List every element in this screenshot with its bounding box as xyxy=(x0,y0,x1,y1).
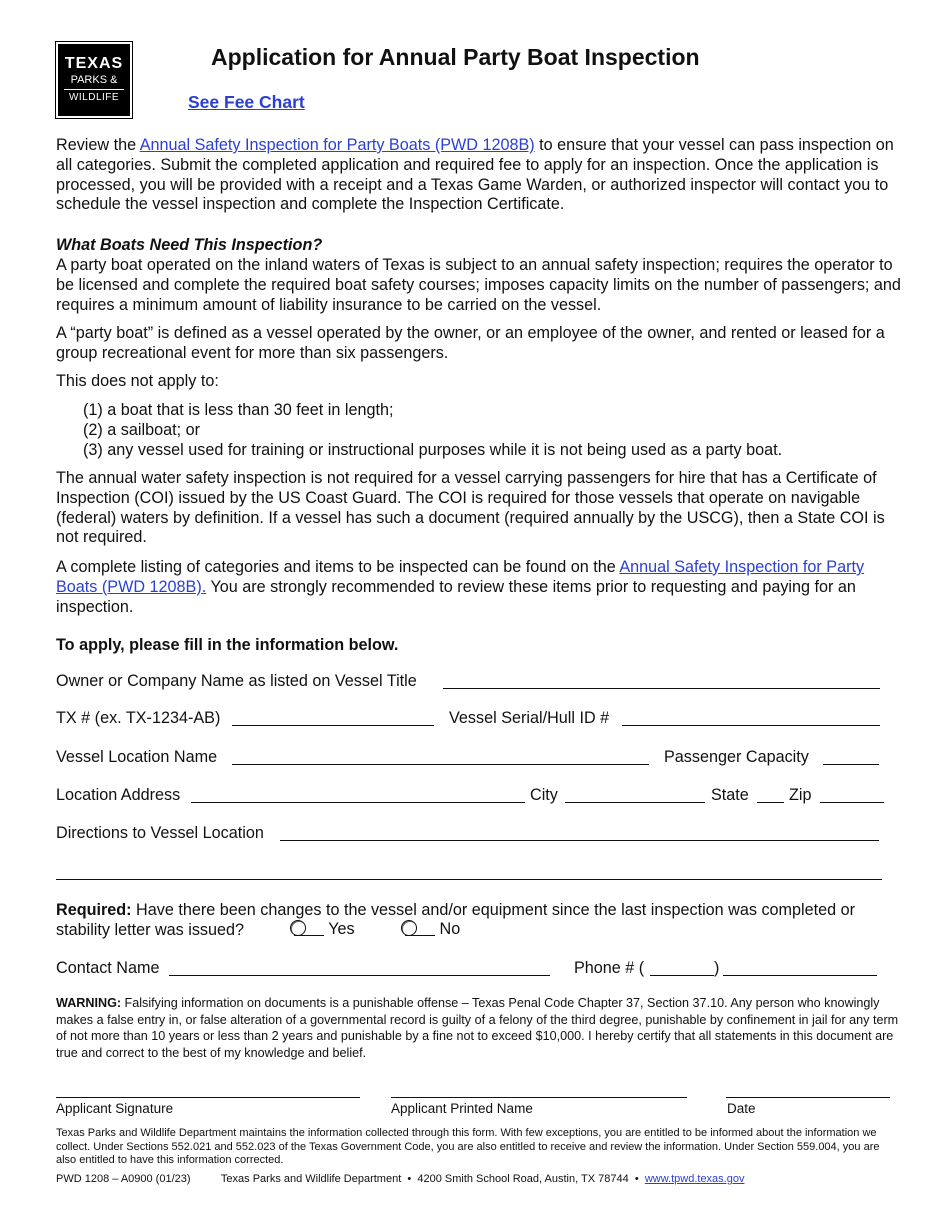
owner-label: Owner or Company Name as listed on Vessel Title xyxy=(56,672,417,690)
tx-number-field[interactable] xyxy=(232,725,434,726)
fee-chart-link[interactable]: See Fee Chart xyxy=(188,92,305,112)
section-heading: What Boats Need This Inspection? xyxy=(56,236,323,254)
footer: PWD 1208 – A0900 (01/23) Texas Parks and Wildlife Department • 4200 Smith School Road, Austin, TX 78744 • www.tpwd.texas.gov xyxy=(56,1173,745,1185)
exemptions-intro: This does not apply to: xyxy=(56,372,219,390)
website-link[interactable]: www.tpwd.texas.gov xyxy=(644,1173,745,1185)
zip-field[interactable] xyxy=(820,802,884,803)
address-field[interactable] xyxy=(191,802,525,803)
phone-label: Phone # ( xyxy=(574,959,645,977)
form-id: PWD 1208 – A0900 (01/23) xyxy=(56,1173,191,1185)
owner-name-field[interactable] xyxy=(443,688,880,689)
phone-number-field[interactable] xyxy=(723,975,877,976)
phone-area-code-field[interactable] xyxy=(650,975,714,976)
no-label: No xyxy=(439,920,461,938)
date-field[interactable] xyxy=(726,1097,890,1098)
date-label: Date xyxy=(727,1101,756,1116)
logo-text-wildlife: WILDLIFE xyxy=(68,92,120,103)
no-option[interactable] xyxy=(401,920,460,939)
exemption-item-2: (2) a sailboat; or xyxy=(83,421,200,439)
exemption-item-1: (1) a boat that is less than 30 feet in length; xyxy=(83,401,394,419)
tpwd-logo xyxy=(56,42,132,118)
address-label: Location Address xyxy=(56,786,181,804)
city-label: City xyxy=(530,786,558,804)
footer-org: Texas Parks and Wildlife Department xyxy=(220,1173,402,1185)
printed-name-field[interactable] xyxy=(391,1097,687,1098)
listing-paragraph xyxy=(56,558,901,617)
yes-label: Yes xyxy=(328,920,355,938)
location-name-label: Vessel Location Name xyxy=(56,748,218,766)
warning-body: Falsifying information on documents is a punishable offense – Texas Penal Code Chapter 37, Section 37.10. Any person who knowingly makes a false entry in, or false alteration of a governmental record is guilty of a felony of the third degree, punishable by confinement in jail for any term of not more than 10 years or less than 2 years and punishable by a fine not to exceed $10,000. I hereby certify that all statements in this document are true and correct to the best of my knowledge and belief. xyxy=(56,996,899,1060)
hull-id-label: Vessel Serial/Hull ID # xyxy=(449,709,610,727)
directions-field-line-2[interactable] xyxy=(56,879,882,880)
printed-name-label: Applicant Printed Name xyxy=(391,1101,533,1116)
state-field[interactable] xyxy=(757,802,784,803)
city-field[interactable] xyxy=(565,802,705,803)
passenger-capacity-field[interactable] xyxy=(823,764,879,765)
contact-name-field[interactable] xyxy=(169,975,550,976)
coi-paragraph: The annual water safety inspection is not required for a vessel carrying passengers for hire that has a Certificate of Inspection (COI) issued by the US Coast Guard. The COI is required for those vessels that operate on navigable (federal) waters by definition. If a vessel has such a document (required annually by the USCG), then a State COI is not required. xyxy=(56,469,885,547)
changes-question xyxy=(56,901,901,941)
intro-text-post: to ensure that your vessel can pass inspection on all categories. Submit the completed application and required fee to apply for an inspection. Once the application is processed, you will be provided with a receipt and a Texas Game Warden, or authorized inspector will contact you to schedule the vessel inspection and complete the Inspection Certificate. xyxy=(56,136,894,214)
exemption-item-3: (3) any vessel used for training or instructional purposes while it is not being used as a party boat. xyxy=(83,441,783,459)
warning-text xyxy=(56,995,901,1061)
no-underline xyxy=(405,921,435,936)
directions-field[interactable] xyxy=(280,840,879,841)
page-title: Application for Annual Party Boat Inspection xyxy=(211,44,700,70)
hull-id-field[interactable] xyxy=(622,725,880,726)
contact-name-label: Contact Name xyxy=(56,959,160,977)
yes-option[interactable] xyxy=(290,920,355,939)
logo-text-parks: PARKS & xyxy=(64,73,124,90)
tx-number-label: TX # (ex. TX-1234-AB) xyxy=(56,709,221,727)
intro-text-pre: Review the xyxy=(56,136,140,154)
state-label: State xyxy=(711,786,749,804)
listing-text-pre: A complete listing of categories and items to be inspected can be found on the xyxy=(56,558,620,576)
listing-text-post: You are strongly recommended to review these items prior to requesting and paying for an inspection. xyxy=(56,577,856,616)
location-name-field[interactable] xyxy=(232,764,649,765)
signature-field[interactable] xyxy=(56,1097,360,1098)
directions-label: Directions to Vessel Location xyxy=(56,824,264,842)
warning-label: WARNING: xyxy=(56,996,122,1010)
form-heading: To apply, please fill in the information below. xyxy=(56,636,399,654)
party-boat-description: A party boat operated on the inland waters of Texas is subject to an annual safety inspection; requires the operator to be licensed and complete the required boat safety courses; imposes capacity limits on the number of passengers; and requires a minimum amount of liability insurance to be carried on the vessel. xyxy=(56,256,901,314)
intro-paragraph xyxy=(56,136,901,215)
changes-question-text: Have there been changes to the vessel and/or equipment since the last inspection was completed or stability letter was issued? xyxy=(56,901,856,939)
footer-address: 4200 Smith School Road, Austin, TX 78744 xyxy=(417,1173,629,1185)
zip-label: Zip xyxy=(789,786,812,804)
privacy-notice: Texas Parks and Wildlife Department maintains the information collected through this form. With few exceptions, you are entitled to be informed about the information we collect. Under Sections 552.021 and 552.023 of the Texas Government Code, you are also entitled to receive and review the information. Under Section 559.004, you are also entitled to have this information corrected. xyxy=(56,1127,880,1166)
phone-close-paren: ) xyxy=(714,959,720,977)
pwd-1208b-link-2[interactable]: Annual Safety Inspection for Party Boats (PWD 1208B). xyxy=(56,558,865,596)
passenger-capacity-label: Passenger Capacity xyxy=(664,748,809,766)
signature-label: Applicant Signature xyxy=(56,1101,174,1116)
required-label: Required: xyxy=(56,901,132,919)
party-boat-definition: A “party boat” is defined as a vessel operated by the owner, or an employee of the owner, and rented or leased for a group recreational event for more than six passengers. xyxy=(56,324,885,362)
logo-text-texas: TEXAS xyxy=(64,55,124,72)
pwd-1208b-link[interactable]: Annual Safety Inspection for Party Boats (PWD 1208B) xyxy=(139,136,535,154)
yes-underline xyxy=(294,921,324,936)
